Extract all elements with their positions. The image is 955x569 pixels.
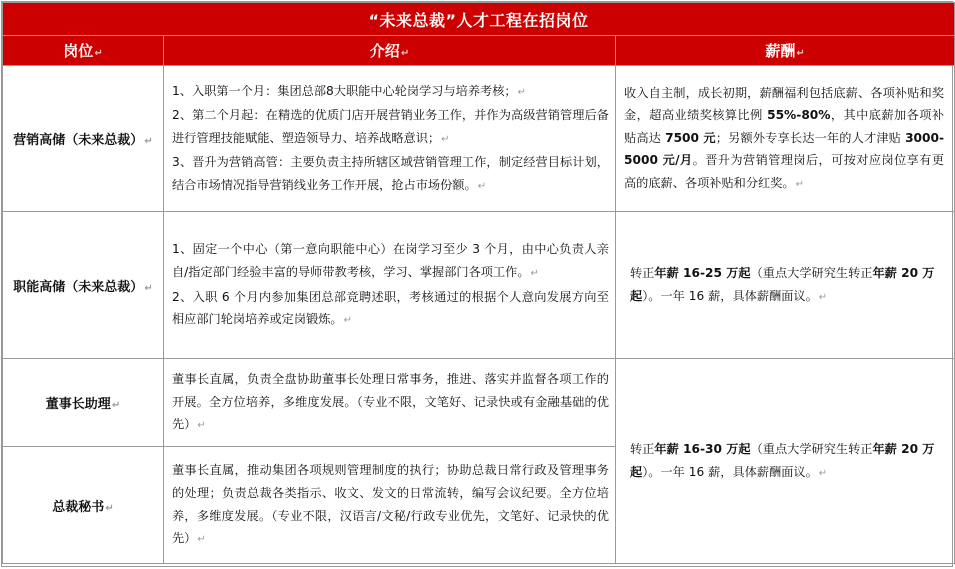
header-position-label: 岗位 [63, 42, 94, 60]
paragraph-mark: ↵ [530, 267, 539, 279]
paragraph-mark: ↵ [197, 534, 206, 546]
table-title: “未来总裁”人才工程在招岗位 [3, 3, 955, 36]
table-row [3, 212, 955, 359]
position-name: 营销高储（未来总裁） [13, 133, 144, 148]
intro-cell [164, 212, 616, 359]
intro-paragraph: 1、固定一个中心（第一意向职能中心）在岗学习至少 3 个月，由中心负责人亲自/指定部门经验丰富的导师带教考核，学习、掌握部门各项工作。↵ [172, 242, 609, 279]
title-row [3, 3, 955, 36]
paragraph-mark: ↵ [197, 420, 206, 432]
table-row [3, 66, 955, 212]
paragraph-mark: ↵ [796, 48, 805, 59]
paragraph-mark: ↵ [795, 178, 805, 190]
position-name: 职能高储（未来总裁） [13, 279, 144, 295]
intro-paragraph: 2、入职 6 个月内参加集团总部竞聘述职，考核通过的根据个人意向发展方向至相应部门轮岗培养或定岗锻炼。↵ [172, 289, 609, 327]
paragraph-mark: ↵ [818, 467, 828, 479]
header-row [3, 36, 955, 66]
paragraph-mark: ↵ [94, 48, 103, 59]
intro-paragraph: 1、入职第一个月：集团总部8大职能中心轮岗学习与培养考核；↵ [172, 83, 526, 98]
header-intro [164, 36, 616, 66]
paragraph-mark: ↵ [144, 136, 153, 147]
paragraph-mark: ↵ [144, 282, 153, 294]
recruitment-table-sheet [1, 1, 953, 567]
header-salary [616, 36, 955, 66]
salary-cell: 收入自主制，成长初期，薪酬福利包括底薪、各项补贴和奖金，超高业绩奖核算比例 55%-80%，其中底薪加各项补贴高达 7500 元；另额外专享长达一年的人才津贴 3000-5000 元/月。晋升为营销管理岗后，可按对应岗位享有更高的底薪、各项补贴和分红奖。↵ [616, 66, 955, 212]
position-cell [3, 212, 164, 359]
header-salary-label: 薪酬 [765, 42, 796, 60]
intro-paragraph: 3、晋升为营销高管：主要负责主持所辖区域营销管理工作，制定经营目标计划，结合市场情况指导营销线业务工作开展，抢占市场份额。↵ [172, 155, 609, 192]
intro-cell [164, 359, 616, 447]
recruitment-table [2, 2, 955, 564]
paragraph-mark: ↵ [400, 48, 410, 59]
intro-paragraph: 董事长直属，负责全盘协助董事长处理日常事务，推进、落实并监督各项工作的开展。全方位培养，多维度发展。（专业不限，文笔好、记录快或有金融基础的优先）↵ [172, 372, 609, 432]
header-intro-label: 介绍 [369, 42, 400, 60]
position-name: 总裁秘书 [52, 499, 105, 515]
position-name: 董事长助理 [45, 397, 111, 412]
salary-cell-shared: 转正年薪 16-30 万起（重点大学研究生转正年薪 20 万起）。一年 16 薪，具体薪酬面议。↵ [616, 359, 955, 564]
paragraph-mark: ↵ [343, 315, 353, 327]
position-cell [3, 447, 164, 564]
intro-paragraph: 董事长直属，推动集团各项规则管理制度的执行；协助总裁日常行政及管理事务的处理；负责总裁各类指示、收文、发文的日常流转，编写会议纪要。全方位培养，多维度发展。（专业不限，汉语言/文秘/行政专业优先，文笔好、记录快的优先）↵ [172, 463, 609, 546]
salary-cell: 转正年薪 16-25 万起（重点大学研究生转正年薪 20 万起）。一年 16 薪，具体薪酬面议。↵ [616, 212, 955, 359]
header-position [3, 36, 164, 66]
paragraph-mark: ↵ [105, 502, 114, 514]
paragraph-mark: ↵ [111, 400, 121, 411]
paragraph-mark: ↵ [818, 291, 828, 303]
paragraph-mark: ↵ [517, 86, 526, 98]
position-cell [3, 66, 164, 212]
position-cell [3, 359, 164, 447]
intro-cell [164, 66, 616, 212]
paragraph-mark: ↵ [477, 180, 487, 192]
table-row [3, 359, 955, 447]
intro-paragraph: 2、第二个月起：在精选的优质门店开展营销业务工作，并作为高级营销管理后备进行管理技能赋能、塑造领导力、培养战略意识；↵ [172, 108, 609, 145]
paragraph-mark: ↵ [441, 133, 450, 145]
intro-cell [164, 447, 616, 564]
